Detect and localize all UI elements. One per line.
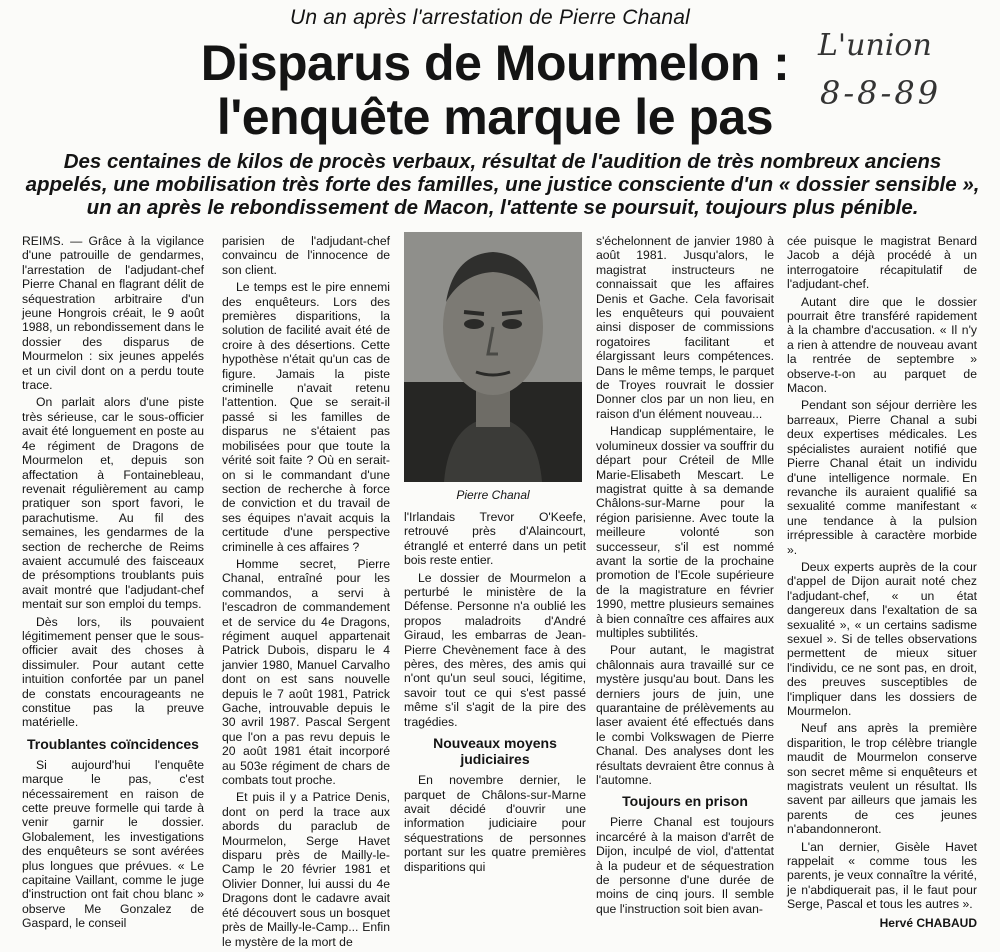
paragraph: En novembre dernier, le parquet de Châlons-sur-Marne avait décidé d'ouvrir une information judiciaire pour séquestrations de personnes portant sur les quatre premières disparitions qui [404,773,586,874]
photo-caption: Pierre Chanal [456,488,530,502]
headline-line-2: l'enquête marque le pas [216,89,774,145]
handwritten-date: 8-8-89 [820,74,942,112]
subhead-nouveaux-moyens: Nouveaux moyens judiciaires [433,735,557,768]
paragraph: Dès lors, ils pouvaient légitimement penser que le sous-officier avait des choses à dissimuler. Pour autant cette intuition confortée par un panel de constats encourageants ne constitue pas la preuve matérielle. [22,614,204,730]
subhead-toujours-en-prison: Toujours en prison [622,793,748,810]
paragraph: Autant dire que le dossier pourrait être transféré rapidement à la chambre d'accusation. « Il n'y a rien à attendre de nouveau avant la rentrée de septembre » observe-t-on au parquet de Macon. [787,294,977,396]
byline: Hervé CHABAUD [879,915,977,930]
paragraph: L'an dernier, Gisèle Havet rappelait « comme tous les parents, je veux connaître la vérité, je n'abdiquerait pas, il le faut pour Serge, Pascal et tous les autres ». [787,839,977,912]
paragraph: Neuf ans après la première disparition, le trop célèbre triangle maudit de Mourmelon conserve son secret même si enquêteurs et magistrats veulent un résultat. Ils savent par ailleurs que jamais les parents de ces jeunes n'abandonneront. [787,721,977,837]
standfirst: Des centaines de kilos de procès verbaux, résultat de l'audition de très nombreux anciens appelés, une mobilisation très forte des familles, une justice consciente d'un « dossier sensible », un an après le rebondissement de Macon, l'attente se poursuit, toujours plus pénible. [25,150,980,219]
column-4 [596,234,774,919]
paragraph: Deux experts auprès de la cour d'appel de Dijon aurait noté chez l'adjudant-chef, « un état dangereux dans l'exaltation de sa sexualité », « un certains sadisme sexuel ». Si de telles observations permettent de mieux situer l'individu, ce ne sont pas, en droit, des preuves susceptibles de l'impliquer dans les dossiers de Mourmelon. [787,559,977,718]
kicker: Un an après l'arrestation de Pierre Chanal [290,6,690,29]
subhead-troublantes: Troublantes coïncidences [27,735,199,752]
paragraph: On parlait alors d'une piste très sérieuse, car le sous-officier avait été longuement en poste au 4e régiment de Dragons de Mourmelon et, depuis son affectation à Fontainebleau, revenait régulièrement au camp pratiquer son sport favori, le parachutisme. Au fil des semaines, les gendarmes de la section de recherche de Reims avaient accumulé des faisceaux de présomptions troublants puis avait montré que l'adjudant-chef mentait sur son emploi du temps. [22,395,204,612]
column-1 [22,234,204,934]
paragraph: Pour autant, le magistrat châlonnais aura travaillé sur ce mystère jusqu'au bout. Dans les derniers jours de juin, une quarantaine de prélèvements au laser avaient été effectués dans le combi Volkswagen de Pierre Chanal. Des analyses dont les résultats devraient être connus à l'automne. [596,643,774,788]
paragraph: cée puisque le magistrat Benard Jacob a déjà procédé à un interrogatoire récapitulatif de l'adjudant-chef. [787,234,977,292]
headline-line-1: Disparus de Mourmelon : [200,35,790,91]
paragraph: Pierre Chanal est toujours incarcéré à la maison d'arrêt de Dijon, inculpé de viol, d'attentat à la pudeur et de séquestration de personne d'une durée de moins de cinq jours. Il semble que l'instruction soit bien avan- [596,815,774,916]
paragraph: Homme secret, Pierre Chanal, entraîné pour les commandos, a servi à l'escadron de commandement et de service du 4e Dragons, régiment auquel appartenait Patrick Dubois, disparu le 4 janvier 1980, Manuel Carvalho dont on est sans nouvelle depuis le 7 août 1981, Patrick Gache, introuvable depuis le 30 avril 1987. Pascal Sergent que l'on a pas revu depuis le 20 août 1981 était incorporé au 503e régiment de chars de combats tout proche. [222,556,390,788]
paragraph: REIMS. — Grâce à la vigilance d'une patrouille de gendarmes, l'arrestation de l'adjudant-chef Pierre Chanal en flagrant délit de séquestration arbitraire d'un jeune Hongrois créait, le 9 août 1988, un rebondissement dans le dossier des disparus de Mourmelon : six jeunes appelés et un civil dont on a perdu toute trace. [22,234,204,393]
paragraph: s'échelonnent de janvier 1980 à août 1981. Jusqu'alors, le magistrat instructeurs ne connaissait que les affaires Denis et Gache. Cela favorisait les enquêteurs qui pouvaient ainsi disposer de commissions rogatoires facilitant et élargissant leurs compétences. Dans le même temps, le parquet de Troyes rouvrait le dossier Donner clos par un non lieu, en raison d'un élément nouveau... [596,234,774,421]
column-5 [787,234,977,930]
paragraph: Et puis il y a Patrice Denis, dont on perd la trace aux abords du paraclub de Mourmelon, Serge Havet disparu près de Mailly-le-Camp le 20 février 1981 et Olivier Donner, lui aussi du 4e Dragons dont le cadavre avait été découvert sous un bosquet près de Mailly-le-Camp... Enfin le mystère de la mort de [222,790,390,949]
column-3 [404,510,586,877]
paragraph: l'Irlandais Trevor O'Keefe, retrouvé près d'Alaincourt, étranglé et enterré dans un petit bois reste entier. [404,510,586,568]
paragraph: Le dossier de Mourmelon a perturbé le ministère de la Défense. Personne n'a oublié les propos maladroits d'André Giraud, les embarras de Jean-Pierre Chevènement face à des pères, des mères, des amis qui n'ont qu'un seul souci, légitime, savoir tout ce qui s'est passé même s'il s'agit de la pire des tragédies. [404,570,586,729]
portrait-photo-icon [404,232,582,482]
paragraph: Si aujourd'hui l'enquête marque le pas, c'est nécessairement en raison de cette preuve formelle qui tarde à venir garnir le dossier. Globalement, les investigations des enquêteurs se sont avérées plus longues que prévues. « Le capitaine Vaillant, comme le juge d'instruction ont fait chou blanc » observe Me Gonzalez de Gaspard, le conseil [22,757,204,931]
paragraph: parisien de l'adjudant-chef convaincu de l'innocence de son client. [222,234,390,277]
paragraph: Handicap supplémentaire, le volumineux dossier va souffrir du départ pour Créteil de Mlle Marie-Elisabeth Mescart. Le magistrat quitte à sa demande Châlons-sur-Marne pour la région parisienne. Avec toute la meilleure volonté son successeur, s'il est nommé avant la sortie de la prochaine promotion de l'Ecole supérieure de la magistrature en février 1990, mettre plusieurs semaines à bien connaître ces affaires aux multiples subtilités. [596,424,774,640]
headline [185,36,805,144]
paragraph: Pendant son séjour derrière les barreaux, Pierre Chanal a subi deux expertises médicales. Les spécialistes auraient notifié que Pierre Chanal était un individu d'une intelligence normale. En revanche ils auraient qualifié sa sexualité comme manifestant « une tendance à la pulsion irrépressible à caractère morbide ». [787,398,977,557]
handwritten-source: L'union [818,28,932,63]
paragraph: Le temps est le pire ennemi des enquêteurs. Lors des premières disparitions, la solution de facilité avait été de croire à des désertions. Cette hypothèse n'était qu'un cas de figure. Jamais la piste criminelle n'avait retenu l'attention. Que se serait-il passé si les familles de disparus ne s'étaient pas mobilisées pour que toute la vérité soit faite ? Où en serait-on si le commandant d'une section de recherche à force de conviction et du travail de ses équipes n'avait acquis la certitude d'une perspective criminelle à ces affaires ? [222,280,390,554]
column-2 [222,234,390,952]
